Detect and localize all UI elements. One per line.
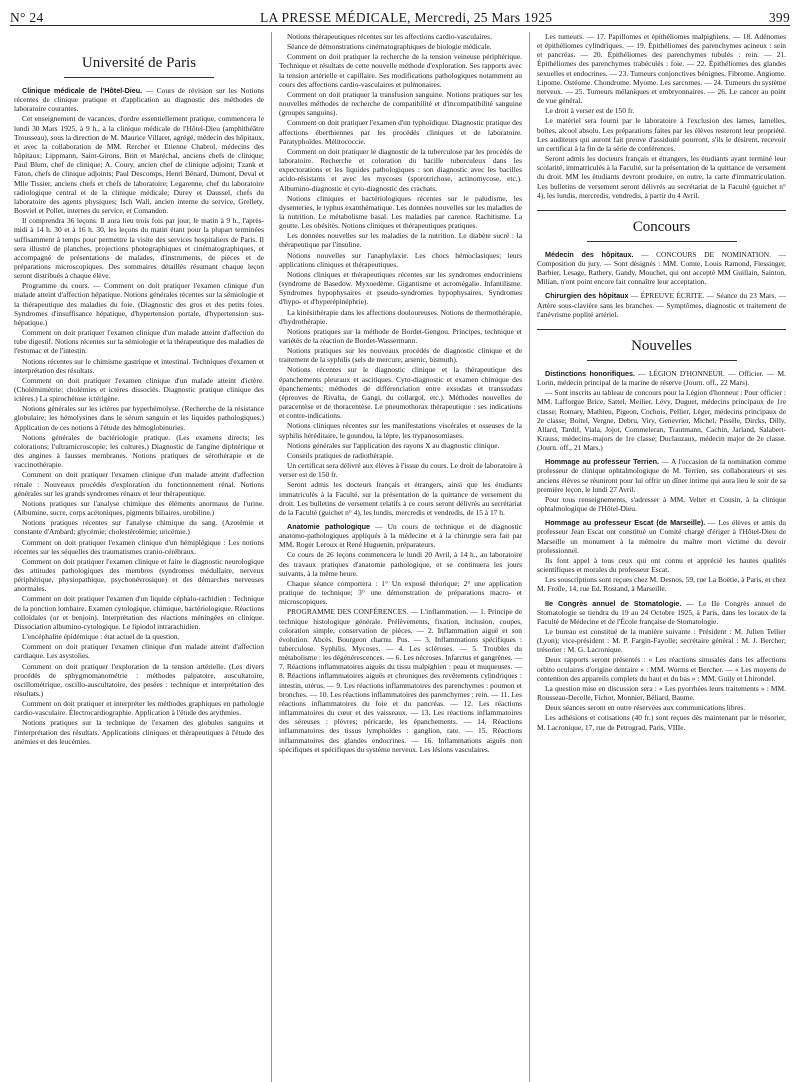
paragraph-heading: IIe Congrès annuel de Stomatologie. — [545, 598, 682, 608]
paragraph-text: Chaque séance comportera : 1° Un exposé théorique; 2° une application pratique de technique; 3° une démonstration de préparations macro- et microscopiques. — [279, 578, 522, 607]
nouvelles-body — [537, 369, 786, 732]
paragraph-heading: Clinique médicale de l'Hôtel-Dieu. — [22, 86, 143, 95]
paragraph — [14, 357, 264, 375]
paragraph — [14, 376, 264, 403]
paragraph — [537, 575, 786, 593]
paragraph — [279, 579, 522, 606]
column-1 — [10, 32, 272, 1082]
issue-number: N° 24 — [10, 10, 44, 25]
section-concours — [537, 210, 786, 242]
paragraph-text: Comment on doit pratiquer l'examen clinique d'un malade atteint d'ictère. (Cholémimétrie; cholémies et ictères dissociés. Diagnostic pratique clinique des ictères.) La spirochétose ictérigène. — [14, 375, 264, 404]
masthead: LA PRESSE MÉDICALE, Mercredi, 25 Mars 1925 — [260, 10, 553, 25]
paragraph-text: Seront admis les docteurs français et étrangers, ainsi que les étudiants immatriculés à la Faculté, sur la présentation de la quittance de versement du droit. Les bulletins de versement relatifs à ce cours seront délivrés au secrétariat de la Faculté (guichet n° 4), les lundis, mercredis et vendredis, de 15 à 17 h. — [279, 480, 522, 517]
paragraph-text: Notions nouvelles sur l'anaphylaxie. Les chocs hémoclasiques; leurs applications cliniques et thérapeutiques. — [279, 250, 522, 269]
paragraph-heading: Distinctions honorifiques. — [545, 368, 636, 378]
paragraph — [537, 106, 786, 115]
paragraph-text: Deux séances seront en outre réservées aux communications libres. — [545, 703, 746, 713]
paragraph — [537, 518, 786, 555]
paragraph — [537, 154, 786, 200]
paragraph-heading: Chirurgien des hôpitaux — [545, 291, 629, 301]
column-1-body — [14, 86, 264, 746]
paragraph — [537, 599, 786, 626]
paragraph-text: Comment on doit pratiquer la transfusion sanguine. Notions pratiques sur les nouvelles méthodes de recherche de compatibilité et d'incompatibilité sanguine (groupes sanguins). — [279, 89, 522, 118]
paragraph — [279, 327, 522, 345]
paragraph — [537, 388, 786, 452]
paragraph-heading: Médecin des hôpitaux. — [545, 249, 634, 259]
paragraph — [279, 147, 522, 193]
paragraph-text: Comment on doit pratiquer l'examen d'un liquide céphalo-rachidien : Technique de la ponction lombaire. Examen cytologique, chimique, bactériologique. Réactions colloïdales (or et benjoin). Interprétation des réactions méningées en clinique. Dissociation albumino-cytologique. Le lipiodol intrarachidien. — [14, 594, 264, 631]
paragraph-text: Notions pratiques récentes sur l'analyse chimique du sang. (Azotémie et constante d'Ambard; glycémie; cholestérolémie; uricémie.) — [14, 518, 264, 537]
section-nouvelles — [537, 329, 786, 361]
paragraph-text: Le matériel sera fourni par le laboratoire à l'exclusion des lames, lamelles, boîtes, alcool absolu. Les préparations faites par les élèves resteront leur propriété. Les auditeurs qui auront fait preuve d'assiduité pourront, s'ils le désirent, recevoir un certificat à la fin de la série de conférences. — [537, 116, 786, 153]
section-title: Université de Paris — [81, 55, 197, 71]
paragraph-text: Notions générales sur les ictères par hyperhémolyse. (Recherche de la résistance globulaire; les hémolysines dans le sérum sanguin et les liquides pathologiques.) Application de ces notions à l'étude des hémoglobinuries. — [14, 404, 264, 432]
paragraph — [279, 32, 522, 41]
paragraph — [14, 216, 264, 280]
paragraph-text: Notions pratiques sur la méthode de Bordet-Gengou. Principes, technique et variétés de la réaction de Bordet-Wassermann. — [279, 326, 522, 345]
page-header — [10, 0, 790, 26]
paragraph-text: Seront admis les docteurs français et étrangers, les étudiants ayant terminé leur scolarité, immatriculés à la Faculté, sur la présentation de la quittance de versement du droit. MM les étudiants devront produire, en outre, la carte d'immatriculation. Les bulletins de versement seront délivrés au secrétariat de la Faculté (guichet n° 4), les lundis, mercredis, vendredis, à partir du 4 Avril. — [537, 154, 786, 200]
paragraph-text: Notions pratiques sur la technique de l'examen des globules sanguins et l'interprétation des résultats. Applications cliniques et thérapeutiques à l'étude des anémies et des leucémies. — [14, 718, 264, 746]
paragraph-text: Comment on doit pratiquer l'examen clinique et faire le diagnostic neurologique des attitudes pathologiques des membres (syndromes médullaire, nerveux périphérique, physiopathique, psychonévrosique) et des démarches nerveuses anormales. — [14, 556, 264, 594]
paragraph — [279, 251, 522, 269]
paragraph-text: — Les élèves et amis du professeur Jean Escat ont constitué un Comité chargé d'ériger à l'Hôtel-Dieu de Marseille un monument à la mémoire du maître mort victime du devoir professionnel. — [537, 518, 786, 555]
column-3 — [530, 32, 790, 1082]
paragraph-text: PROGRAMME DES CONFÉRENCES. — L'inflammation. — 1. Principe de technique histologique générale. Prélèvements, fixation, inclusion, coupes, coloration simple, conservation de pièces. — 2. Inflammation aiguë et son évolution. Abcès. Bourgeon charnu. Pus. — 3. Inflammations spécifiques : tuberculose. Syphilis. Mycoses. — 4. Les scléroses. — 5. Troubles du métabolisme : les dégénérescences. — 6. Les nécroses. Infarctus et gangrènes. — 7. Réactions inflammatoires aiguës du tissu malpighien : peau et muqueuses. — 8. Réactions inflammatoires aiguës et chroniques des revêtements cylindriques : intestin, utérus. — 9. Les réactions inflammatoires des parenchymes : poumon et bronches. — 10. Les réactions inflammatoires des parenchymes : rein. — 11. Les réactions inflammatoires du foie et du pancréas. — 12. Les réactions inflammatoires du cœur et des vaisseaux. — 13. Les réactions inflammatoires des séreuses : plèvres; péricarde, les épanchements. — 14. Réactions inflammatoires des tissus lymphoïdes : ganglion, rate. — 15. Réactions inflammatoires des glandes endocrines. — 16. Inflammations aiguës non spécifiques et spécifiques du système nerveux. Les lésions vasculaires. — [279, 607, 522, 754]
paragraph — [537, 457, 786, 494]
column-2 — [272, 32, 530, 1082]
paragraph-text: Notions générales de bactériologie pratique. (Les examens directs; les colorations; l'ultramicroscopie; les cultures.) Diagnostic de l'angine diphtérique et des angines à fausses membranes. Notions pratiques de sérothérapie et de vaccinothérapie. — [14, 432, 264, 470]
paragraph-text: Notions générales sur l'application des rayons X au diagnostic clinique. — [287, 440, 500, 450]
paragraph — [14, 662, 264, 699]
paragraph-text: Notions cliniques récentes sur les manifestations viscérales et osseuses de la syphilis héréditaire, le goundou, la lèpre, les trypanosomiases. — [279, 421, 522, 440]
paragraph-text: — Sont inscrits au tableau de concours pour la Légion d'honneur : Pour officier : MM. Lafforgue Brice, Sattel, Meilier, Lévy, Duguet, médecins principaux de 1re classe; Romary, Mathieu, Pigeon, Cochois, Pellier, Léger, médecins principaux de 2e classe; Boitel, Vergne, Debru, Viry, Genevrier, Michel, Pissèle, Dircks, Dilly, Allard, Tardif, Viala, Jojot, Commeleran, Trautmann, Cachin, Jarland, Salabert-Krauss, médecins-majors de 1re classe; Duclauzaux, médecin major de 2e classe. (Journ. off., 21 Mars.) — [537, 388, 786, 453]
paragraph-text: Notions cliniques et bactériologiques récentes sur le paludisme, les dysenteries, le typhus exanthématique. Les données nouvelles sur les maladies de la nutrition. Le métabolisme basal. Les maladies par carence. Rachitisme. La goutte. Les obésités. Notions cliniques et thérapeutiques pratiques. — [279, 193, 522, 231]
paragraph-text: Les tumeurs. — 17. Papillomes et épithéliomes malpighiens. — 18. Adénomes et épithéliomes cylindriques. — 19. Épithéliomes des parenchymes acineux : sein et pancréas. — 20. Épithéliomes des parenchymes tubulés : rein. — 21. Épithéliomes des parenchymes trabéculés : foie. — 22. Épithéliomes des glandes sexuelles et endocrines. — 23. Tumeurs conjonctives bénignes. Fibrome. Angiome. Lipome. Ostéome. Chondrome. Myome. Les sarcomes. — 24. Tumeurs du système nerveux. — 25. Tumeurs mélaniques et embryonnaires. — 26. Le cancer au point de vue général. — [537, 32, 786, 106]
paragraph — [14, 632, 264, 641]
paragraph-heading: Hommage au professeur Terrien. — [545, 457, 659, 467]
paragraph-text: Notions pratiques sur l'analyse chimique des éléments anormaux de l'urine. (Albumine, sucre, corps acétoniques, pigments biliaires, urobiline.) — [14, 498, 264, 518]
paragraph-text: Comment on doit pratiquer l'examen clinique d'un malade atteint d'affection cardiaque. Les asystolies. — [14, 642, 264, 661]
paragraph-text: — Un cours de technique et de diagnostic anatomo-pathologiques appliqués à la médecine et à la chirurgie sera fait par MM. Roger Leroux et René Huguenin, préparateurs. — [279, 521, 523, 550]
paragraph — [537, 291, 786, 318]
paragraph — [14, 328, 264, 355]
paragraph-text: Les souscriptions sont reçues chez M. Desnos, 59, rue La Boëtie, à Paris, et chez M. Froïle, 14, rue Ed. Rostand, à Marseille. — [537, 575, 786, 594]
concours-body — [537, 250, 786, 319]
paragraph-heading: Anatomie pathologique — [287, 521, 371, 531]
section-title: Nouvelles — [631, 337, 692, 354]
paragraph-text: Comment on doit pratiquer l'examen clinique d'un hémiplégique : Les notions récentes sur les séquelles des traumatismes cranio-cérébraux. — [14, 537, 264, 556]
paragraph — [279, 194, 522, 231]
paragraph — [14, 114, 264, 215]
page-number: 399 — [768, 10, 790, 25]
paragraph-text: — Cours de révision sur les Notions récentes de clinique pratique et d'application au diagnostic des méthodes de laboratoire courantes. — [14, 86, 264, 114]
paragraph-text: — A l'occasion de la nomination comme professeur de clinique ophtalmologique de M. Terrien, ses collaborateurs et ses anciens élèves se réuniront pour lui offrir un dîner intime qui aura lieu le soir de sa première leçon, le lundi 27 Avril. — [537, 457, 786, 494]
paragraph — [537, 369, 786, 387]
paragraph — [279, 607, 522, 754]
paragraph — [537, 627, 786, 654]
paragraph-text: Comment on doit pratiquer l'examen clinique d'un malade atteint d'affection du tube digestif. Notions récentes sur la sémiologie et la thérapeutique des maladies de l'estomac et de l'intestin. — [14, 328, 264, 356]
paragraph-text: Comment on doit pratiquer l'examen clinique d'un malade atteint d'affection rénale : Nouveaux procédés d'exploration du fonctionnement rénal. Notions générales sur les grands syndromes rénaux et leur thérapeutique. — [14, 470, 264, 498]
paragraph-text: Cet enseignement de vacances, d'ordre essentiellement pratique, commencera le lundi 30 Mars 1925, à 9 h., à la clinique médicale de l'Hôtel-Dieu (amphithéâtre Trousseau), sous la direction de M. Maurice Villaret, agrégé, médecin des hôpitaux, et avec la collaboration de MM. Rercher et Etienne Chabrol, médecins des hôpitaux; Lippmann, Saint-Girons, Brin et Maréchal, anciens chefs de clinique; Paul Blum, chef de clinique; A. Coury, ancien chef de clinique adjoint; Tzank et Faton, chefs de clinique adjoints; Paul Descomps, Henri Bénard, Dumont, Deval et Mlle Tissier, anciens chefs et chefs de laboratoire; Legarenne, chef du laboratoire radiologique central et de la clinique médicale; Durey et Daussel, chefs du laboratoire des agents physiques; Isch Wall, ancien interne du service, Grellety, Bosviel et Pollet, internes du service, et Comandon. — [14, 114, 264, 216]
paragraph — [279, 118, 522, 145]
paragraph — [14, 404, 264, 431]
paragraph-heading: Hommage au professeur Escat (de Marseille). — [545, 518, 706, 528]
paragraph — [14, 642, 264, 660]
paragraph — [279, 270, 522, 307]
paragraph-text: Ils font appel à tous ceux qui ont connu et apprécié les hautes qualités scientifiques et morales du professeur Escat. — [537, 555, 786, 575]
paragraph — [14, 718, 264, 745]
paragraph-text: Ce cours de 26 leçons commencera le lundi 20 Avril, à 14 h., au laboratoire des travaux pratiques d'anatomie pathologique, et se continuera les jours suivants, à la même heure. — [279, 550, 522, 578]
paragraph — [14, 594, 264, 631]
paragraph — [14, 699, 264, 717]
paragraph-text: Comment on doit pratiquer la recherche de la tension veineuse périphérique. Technique et résultats de cette nouvelle méthode d'exploration. Ses rapports avec la tension artérielle et capillaire. Ses modifications pathologiques notamment au cours des affections cardio-vasculaires et pulmonaires. — [279, 52, 522, 89]
paragraph — [14, 557, 264, 594]
paragraph — [279, 52, 522, 89]
paragraph — [279, 231, 522, 249]
paragraph — [279, 451, 522, 460]
column-2-body — [279, 32, 522, 754]
paragraph-text: — ÉPREUVE ÉCRITE. — Séance du 23 Mars. — Artère sous-clavière sans les branches. — Symptômes, diagnostic et traitement de l'anévrisme poplité artériel. — [537, 291, 786, 319]
paragraph — [14, 86, 264, 113]
paragraph — [279, 441, 522, 450]
paragraph — [537, 250, 786, 287]
paragraph-text: Il comprendra 36 leçons. Il aura lieu trois fois par jour, le matin à 9 h., l'après-midi à 14 h. 30 et à 16 h. 30, les leçons du matin étant pour la plupart terminées suffisamment à temps pour permettre la visite des services hospitaliers de Paris. Il sera illustré de planches, projections photographiques et cinématographiques, et accompagné de présentations de malades, d'instruments, de pièces et de préparations microscopiques. Des sommaires détaillés résumant chaque leçon seront distribués à chaque élève. — [14, 216, 264, 281]
section-rule — [587, 241, 737, 242]
paragraph — [537, 703, 786, 712]
paragraph-text: Un certificat sera délivré aux élèves à l'issue du cours. Le droit de laboratoire à verser est de 150 fr. — [279, 461, 522, 480]
paragraph — [279, 421, 522, 439]
paragraph-text: Les adhésions et cotisations (40 fr.) sont reçues dès maintenant par le trésorier, M. Lacronique, 17, rue de Petrograd, Paris, VIIIe. — [537, 713, 786, 732]
paragraph — [14, 518, 264, 536]
paragraph — [537, 116, 786, 153]
paragraph — [14, 281, 264, 327]
paragraph — [279, 480, 522, 517]
paragraph — [279, 461, 522, 479]
paragraph — [14, 499, 264, 517]
paragraph-text: Notions pratiques sur les nouveaux procédés de diagnostic clinique et de traitement de la syphilis (sels de mercure, arsenic, bismuth). — [279, 346, 522, 365]
paragraph — [279, 90, 522, 117]
paragraph — [537, 684, 786, 702]
paragraph-text: Séance de démonstrations cinématographiques de biologie médicale. — [287, 42, 492, 52]
columns — [10, 32, 790, 1082]
paragraph-text: Deux rapports seront présentés : « Les réactions sinusales dans les affections orbito oculaires d'origine dentaire » : MM. Worms et Bercher. — « Les moyens de contention des appareils complets du haut et du bas » : MM. Guily et Lhirondel. — [537, 655, 786, 683]
paragraph — [279, 42, 522, 51]
paragraph — [279, 365, 522, 420]
section-title: Concours — [632, 218, 691, 235]
paragraph-text: Le bureau est constitué de la manière suivante : Président : M. Julien Tellier (Lyon); vice-président : M. P. Fargin-Fayolle; secrétaire général : M. J. Bercher; trésorier : M. G. Lacronique. — [537, 626, 786, 655]
column-3-intro — [537, 32, 786, 200]
paragraph — [537, 32, 786, 105]
paragraph-text: Le droit à verser est de 150 fr. — [545, 106, 635, 116]
paragraph-text: Programme du cours. — Comment on doit pratiquer l'examen clinique d'un malade atteint d'affection hépatique. Notions générales récentes sur la sémiologie et la thérapeutique des maladies du foie. (Diagnostic des gros et des petits foies. Syndromes d'insuffisance hépatique, d'hypertension portale, d'hypertension sus-hépatique.) — [14, 281, 264, 327]
section-rule — [64, 77, 214, 78]
paragraph-text: — CONCOURS DE NOMINATION. — Composition du jury. — Sont désignés : MM. Comte, Louis Ramond, Fiessinger, Barbier, Lesage, Rathery, Gandy, Mouchet, qui ont accepté MM Guillain, Sainton, Milian, n'ont point encore fait connaître leur acceptation. — [537, 249, 786, 287]
paragraph-text: Notions récentes sur le chimisme gastrique et intestinal. Techniques d'examen et interprétation des résultats. — [14, 356, 264, 375]
paragraph — [14, 433, 264, 470]
paragraph — [537, 655, 786, 682]
paragraph-text: Notions récentes sur le diagnostic clinique et la thérapeutique des épanchements pleuraux et ascitiques. Cyto-diagnostic et examen chimique des épanchements; méthodes de différenciation entre exsudats et transsudats (épreuves de Rivalta, de Gangi, du collargol, etc.). Méthodes nouvelles de paracentèse et de thoracentèse. Le pneumothorax thérapeutique : ses indications et contre-indications. — [279, 365, 522, 421]
paragraph — [14, 538, 264, 556]
section-universite — [14, 54, 264, 78]
paragraph-text: — LÉGION D'HONNEUR. — Officier. — M. Lorin, médecin principal de la marine de réserve (Journ. off., 22 Mars). — [537, 368, 786, 388]
paragraph-text: Les données nouvelles sur les maladies de la nutrition. Le diabète sucré : la thérapeutique par l'insuline. — [279, 231, 522, 250]
paragraph-text: Comment on doit pratiquer l'exploration de la tension artérielle. (Les divers procédés de sphygmomanométrie : méthodes palpatoire, auscultatoire, oscillométrique, oscillo-auscultatoire, des pesées : technique et interprétation des résultats.) — [14, 661, 264, 698]
paragraph — [537, 495, 786, 513]
paragraph — [279, 550, 522, 577]
paragraph-text: Comment on doit pratiquer et interpréter les méthodes graphiques en pathologie cardio-vasculaire. Électrocardiographie. Application à l'étude des arythmies. — [14, 699, 264, 718]
paragraph — [279, 346, 522, 364]
paragraph-text: La kinésithérapie dans les affections douloureuses. Notions de thermothérapie, d'hydrothérapie. — [279, 307, 522, 326]
paragraph-text: La question mise en discussion sera : « Les pyorrhées leurs traitements » : MM. Rousseau-Decelle, Fichot, Monnier, Béliard, Baume. — [537, 683, 786, 703]
paragraph-text: — Le IIe Congrès annuel de Stomatologie se tiendra du 19 au 24 Octobre 1925, à Paris, dans les locaux de la Faculté de Médecine et de l'École française de Stomatologie. — [537, 598, 786, 626]
paragraph-text: Notions thérapeutiques récentes sur les affections cardio-vasculaires. — [287, 32, 492, 41]
paragraph — [279, 522, 522, 549]
paragraph-text: Conseils pratiques de radiothérapie. — [287, 450, 394, 460]
section-rule — [587, 360, 737, 361]
paragraph-text: Notions cliniques et thérapeutiques récentes sur les syndromes endocriniens (syndrome de Basedow. Myxoedème. Gigantisme et acromégalie. Infantilisme. Syndromes hypophysaires et pseudo-syndromes hypophysaires. Syndromes d'hypo- et d'hyperépinéphrie). — [279, 269, 522, 307]
paragraph-text: Pour tous renseignements, s'adresser à MM. Velter et Cousin, à la clinique ophtalmologique de l'Hôtel-Dieu. — [537, 494, 786, 514]
paragraph — [279, 308, 522, 326]
paragraph — [537, 556, 786, 574]
paragraph — [14, 470, 264, 497]
paragraph — [537, 713, 786, 731]
paragraph-text: Comment on doit pratiquer l'examen d'un typhoïdique. Diagnostic pratique des affections éberthiennes par les procédés cliniques et de laboratoire. Paratyphoïdes. Mélitococcie. — [279, 118, 522, 146]
paragraph-text: Comment on doit pratiquer le diagnostic de la tuberculose par les procédés de laboratoire. Recherche et coloration du bacille tuberculeux dans les expectorations et les liquides pathologiques : son diagnostic avec les bacilles acido-résistants et avec les mycoses (sporotrichose, actinomycose, etc.). Albumino-diagnostic et cyto-diagnostic des crachats. — [279, 146, 522, 193]
paragraph-text: L'encéphalite épidémique : état actuel de la question. — [22, 632, 180, 642]
